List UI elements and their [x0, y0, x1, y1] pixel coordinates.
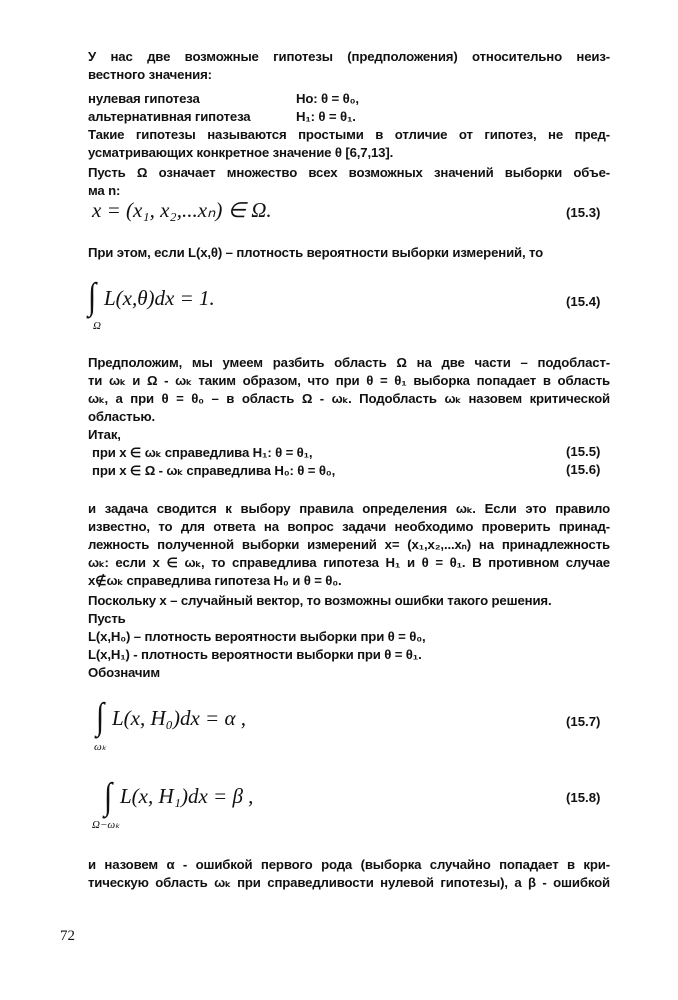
- text-line: Ho: θ = θ₀,: [296, 91, 359, 106]
- text-line: при x ∈ ωₖ справедлива H₁: θ = θ₁,: [92, 445, 313, 460]
- integral-limit: Ω: [93, 320, 101, 332]
- formula: L(x, H₁)dx = β ,: [120, 784, 254, 808]
- formula: L(x,θ)dx = 1.: [104, 286, 215, 310]
- equation-number: (15.4): [566, 294, 601, 309]
- text-line: Поскольку x – случайный вектор, то возможны ошибки такого решения.: [88, 593, 552, 608]
- integral-sign: ∫: [88, 276, 97, 318]
- integral-sign: ∫: [104, 776, 113, 818]
- equation-number: (15.8): [566, 790, 601, 805]
- text-line: лежность полученной выборки измерений x= (x₁,x₂,...xₙ) на принадлежность: [88, 537, 610, 552]
- text-line: H₁: θ = θ₁.: [296, 109, 356, 124]
- text-line: известно, то для ответа на вопрос задачи необходимо проверить принад-: [88, 519, 610, 534]
- text-line: вестного значения:: [88, 67, 212, 82]
- text-line: ωₖ: если x ∈ ωₖ, то справедлива гипотеза H₁ и θ = θ₁. В противном случае: [88, 555, 610, 570]
- integral-limit: Ω−ωₖ: [92, 819, 120, 831]
- text-line: x∉ωₖ справедлива гипотеза H₀ и θ = θ₀.: [88, 573, 342, 588]
- formula: L(x, H₀)dx = α ,: [112, 706, 246, 730]
- text-line: У нас две возможные гипотезы (предположения) относительно неиз-: [88, 49, 610, 64]
- text-line: Предположим, мы умеем разбить область Ω на две части – подобласт-: [88, 355, 610, 370]
- text-line: L(x,H₁) - плотность вероятности выборки при θ = θ₁.: [88, 647, 422, 662]
- text-line: и задача сводится к выбору правила определения ωₖ. Если это правило: [88, 501, 610, 516]
- text-line: L(x,H₀) – плотность вероятности выборки при θ = θ₀,: [88, 629, 426, 644]
- text-line: Пусть Ω означает множество всех возможных значений выборки объе-: [88, 165, 610, 180]
- text-line: нулевая гипотеза: [88, 91, 200, 106]
- text-line: Обозначим: [88, 665, 160, 680]
- text-line: При этом, если L(x,θ) – плотность вероятности выборки измерений, то: [88, 245, 544, 260]
- text-line: ωₖ, а при θ = θ₀ – в область Ω - ωₖ. Подобласть ωₖ назовем критической: [88, 391, 610, 406]
- equation-number: (15.7): [566, 714, 601, 729]
- text-line: Пусть: [88, 611, 126, 626]
- equation-number: (15.3): [566, 205, 601, 220]
- text-line: альтернативная гипотеза: [88, 109, 251, 124]
- integral-sign: ∫: [96, 696, 105, 738]
- text-line: тическую область ωₖ при справедливости нулевой гипотезы), а β - ошибкой: [88, 875, 610, 890]
- text-line: усматривающих конкретное значение θ [6,7,13].: [88, 145, 394, 160]
- text-line: при x ∈ Ω - ωₖ справедлива H₀: θ = θ₀,: [92, 463, 336, 478]
- text-line: Такие гипотезы называются простыми в отличие от гипотез, не пред-: [88, 127, 610, 142]
- text-line: и назовем α - ошибкой первого рода (выборка случайно попадает в кри-: [88, 857, 610, 872]
- page-number: 72: [60, 928, 75, 944]
- text-line: ма n:: [88, 183, 121, 198]
- equation-number: (15.6): [566, 462, 601, 477]
- text-line: областью.: [88, 409, 156, 424]
- text-line: Итак,: [88, 427, 121, 442]
- equation-number: (15.5): [566, 444, 601, 459]
- integral-limit: ωₖ: [94, 741, 107, 753]
- text-line: ти ωₖ и Ω - ωₖ таким образом, что при θ = θ₁ выборка попадает в область: [88, 373, 610, 388]
- formula: x = (x₁, x₂,...xₙ) ∈ Ω.: [92, 198, 272, 222]
